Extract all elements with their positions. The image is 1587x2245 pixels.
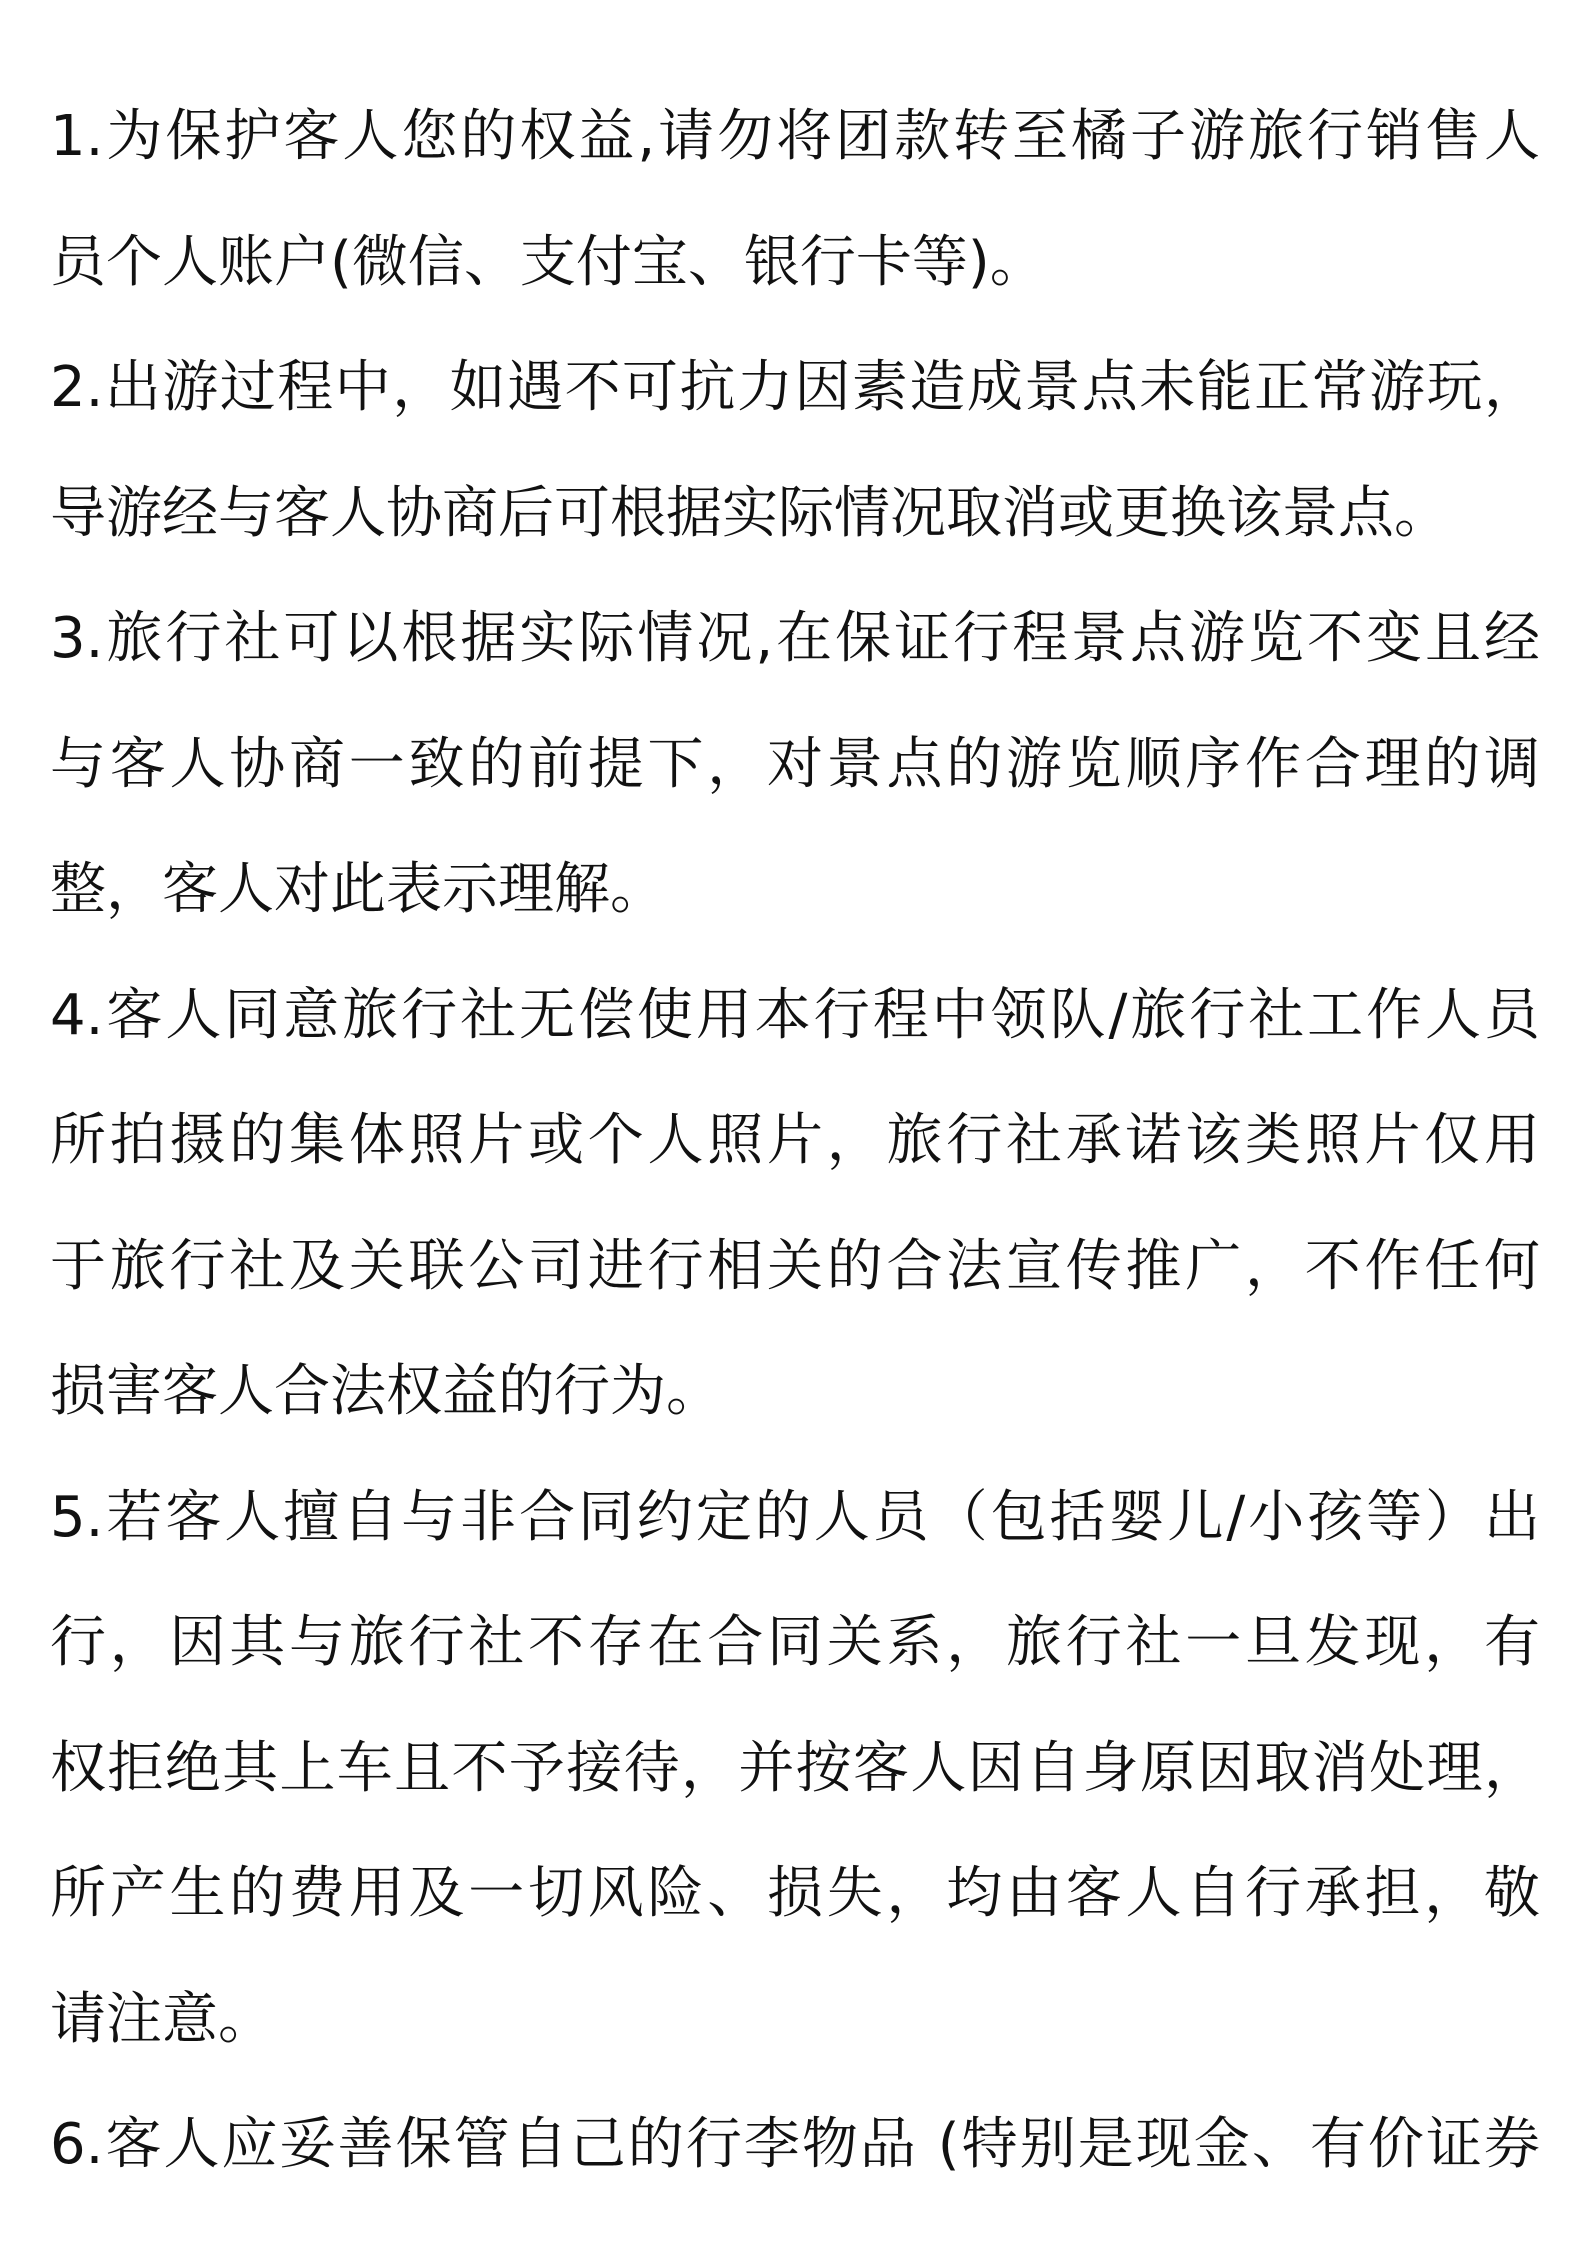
text-line: 3.旅行社可以根据实际情况,在保证行程景点游览不变且经	[50, 606, 1540, 671]
text-line: 与客人协商一致的前提下，对景点的游览顺序作合理的调	[50, 731, 1540, 797]
text-line: 6.客人应妥善保管自己的行李物品 (特别是现金、有价证券	[50, 2112, 1540, 2177]
text-line: 员个人账户(微信、支付宝、银行卡等)。	[50, 229, 1046, 295]
text-line: 所产生的费用及一切风险、损失，均由客人自行承担，敬	[50, 1861, 1540, 1926]
text-line: 请注意。	[50, 1986, 274, 2052]
text-line: 导游经与客人协商后可根据实际情况取消或更换该景点。	[50, 480, 1450, 546]
text-line: 4.客人同意旅行社无偿使用本行程中领队/旅行社工作人员	[50, 982, 1540, 1048]
document-body	[50, 74, 1540, 2208]
text-line: 于旅行社及关联公司进行相关的合法宣传推广，不作任何	[50, 1233, 1540, 1299]
text-line: 2.出游过程中，如遇不可抗力因素造成景点未能正常游玩，	[50, 355, 1540, 420]
text-line: 损害客人合法权益的行为。	[50, 1359, 722, 1424]
text-line: 权拒绝其上车且不予接待，并按客人因自身原因取消处理，	[50, 1735, 1540, 1801]
text-line: 1.为保护客人您的权益,请勿将团款转至橘子游旅行销售人	[50, 104, 1540, 169]
text-line: 5.若客人擅自与非合同约定的人员（包括婴儿/小孩等）出	[50, 1484, 1540, 1550]
text-line: 整，客人对此表示理解。	[50, 857, 666, 922]
text-line: 所拍摄的集体照片或个人照片，旅行社承诺该类照片仅用	[50, 1108, 1540, 1173]
text-line: 行，因其与旅行社不存在合同关系，旅行社一旦发现，有	[50, 1610, 1540, 1675]
